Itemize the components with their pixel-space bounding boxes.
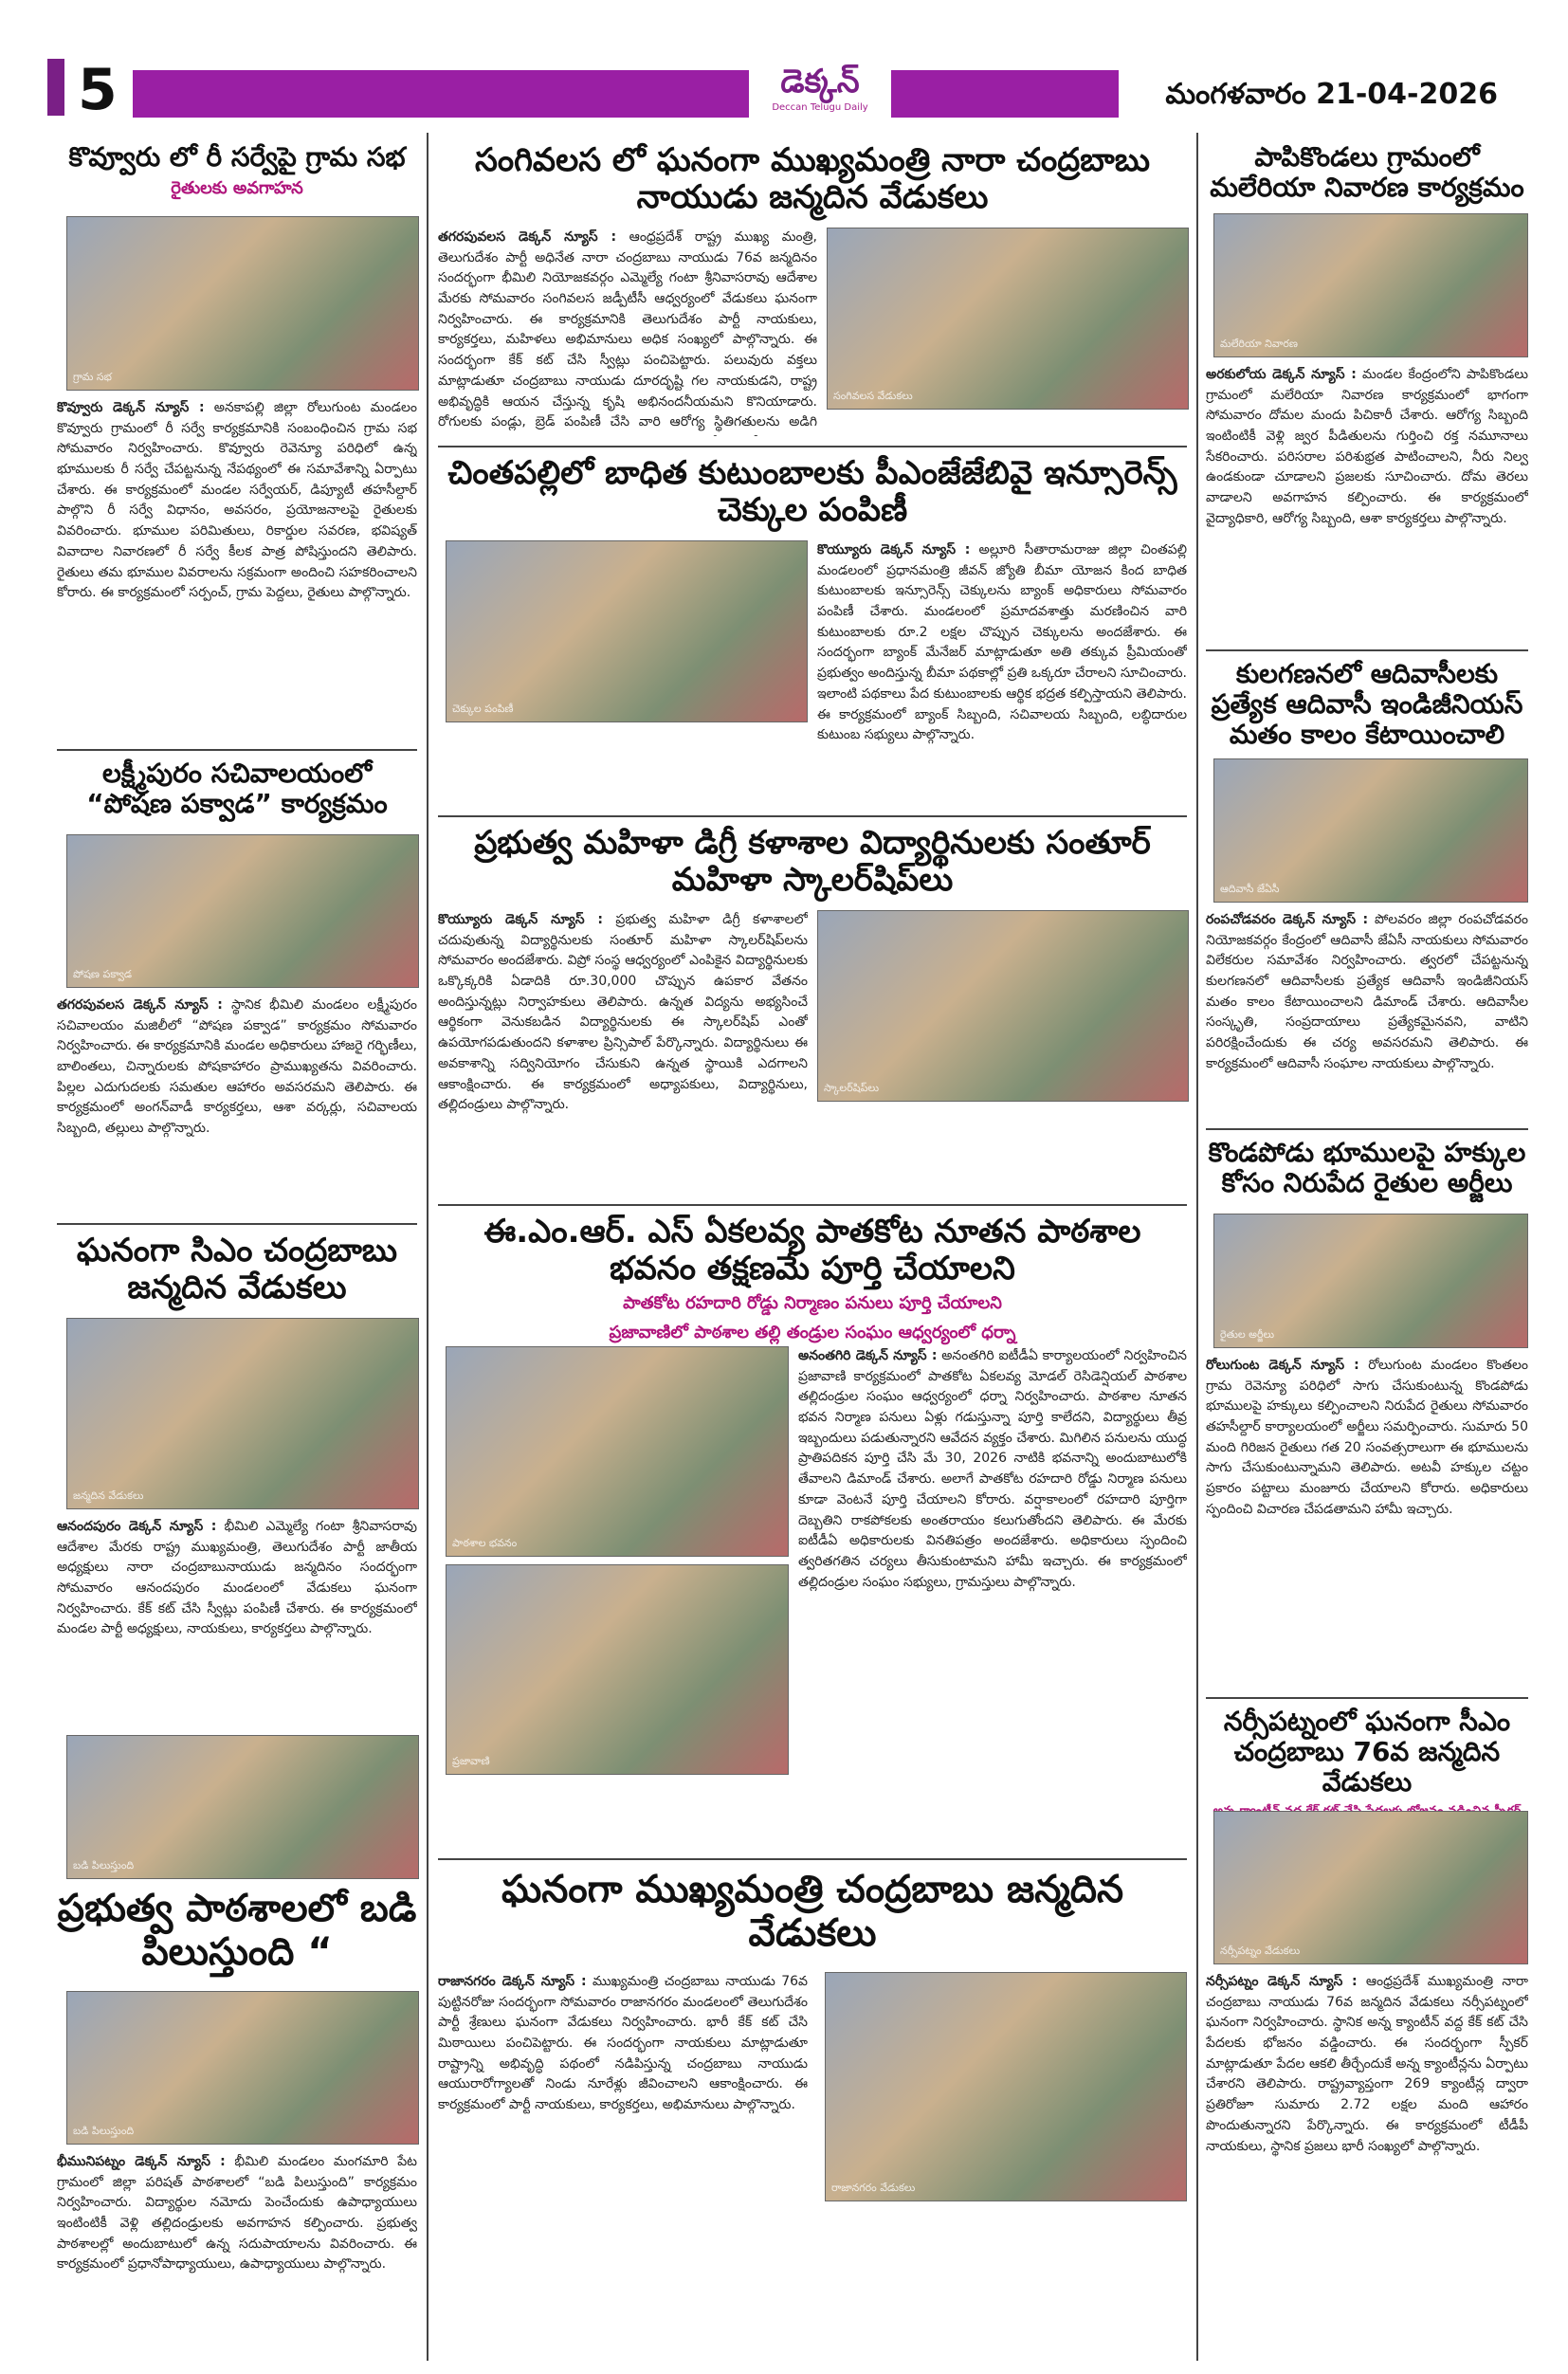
section-divider xyxy=(438,1204,1187,1206)
article-a7-head xyxy=(438,825,1187,899)
article-text: రోలుగుంట మండలం కొంతలం గ్రామ రెవెన్యూ పరిధిలో సాగు చేసుకుంటున్న కొండపోడు భూములపై హక్కులు కల్పించాలని నిరుపేద రైతులు సోమవారం తహసీల్దార్ కార్యాలయంలో అర్జీలు సమర్పించారు. సుమారు 50 మంది గిరిజన రైతులు గత 20 సంవత్సరాలుగా ఈ భూములను సాగు చేసుకుంటున్నామని తెలిపారు. అటవీ హక్కుల చట్టం ప్రకారం పట్టాలు మంజూరు చేయాలని కోరారు. అధికారులు స్పందించి విచారణ చేపడతామని హామీ ఇచ్చారు. xyxy=(1206,1358,1528,1517)
article-dateline: రోలుగుంట డెక్కన్ న్యూస్ : xyxy=(1206,1358,1359,1373)
article-body xyxy=(57,398,417,740)
section-divider xyxy=(57,749,417,751)
section-divider xyxy=(1206,1128,1528,1130)
article-body xyxy=(1206,1356,1528,1688)
masthead-logo xyxy=(749,61,891,127)
article-body xyxy=(1206,365,1528,640)
paper-tagline: Deccan Telugu Daily xyxy=(772,102,868,113)
article-headline: పాపికొండలు గ్రామంలో మలేరియా నివారణ కార్యక్రమం xyxy=(1210,141,1524,204)
article-a4-head xyxy=(57,1887,417,1974)
section-divider xyxy=(438,815,1187,817)
article-body xyxy=(438,910,808,1195)
section-divider xyxy=(438,446,1187,447)
article-a6-head xyxy=(438,455,1187,529)
article-text: మండల కేంద్రంలోని పాపికొండలు గ్రామంలో మలేరియా నివారణ కార్యక్రమంలో భాగంగా సోమవారం దోమల మందు పిచికారీ చేశారు. ఆరోగ్య సిబ్బంది ఇంటింటికీ వెళ్లి జ్వర పీడితులను గుర్తించి రక్త నమూనాలు సేకరించారు. పరిసరాల పరిశుభ్రత పాటించాలని, నీరు నిల్వ ఉండకుండా చూడాలని ప్రజలకు సూచించారు. దోమ తెరలు వాడాలని అవగాహన కల్పించారు. ఈ కార్యక్రమంలో వైద్యాధికారి, ఆరోగ్య సిబ్బంది, ఆశా కార్యకర్తలు పాల్గొన్నారు. xyxy=(1206,367,1528,526)
article-photo: మలేరియా నివారణ xyxy=(1213,213,1528,357)
article-body xyxy=(798,1346,1187,1849)
article-photo: పోషణ పక్వాడ xyxy=(66,834,419,988)
article-photo: సంగివలస వేడుకలు xyxy=(827,228,1189,410)
article-a2-head xyxy=(57,758,417,819)
issue-date: మంగళవారం 21-04-2026 xyxy=(1119,68,1517,121)
article-a3-head xyxy=(57,1233,417,1306)
article-photo: స్కాలర్‌షిప్‌లు xyxy=(817,910,1189,1102)
article-subhead: పాతకోట రహదారి రోడ్డు నిర్మాణం పనులు పూర్తి చేయాలని xyxy=(623,1293,1002,1314)
article-photo: గ్రామ సభ xyxy=(66,216,419,391)
article-a10-head xyxy=(1206,142,1528,203)
article-a1-head xyxy=(57,142,417,208)
article-text: ఆంధ్రప్రదేశ్ ముఖ్యమంత్రి నారా చంద్రబాబు నాయుడు 76వ జన్మదిన వేడుకలు నర్సీపట్నంలో ఘనంగా నిర్వహించారు. స్థానిక అన్న క్యాంటీన్ వద్ద కేక్ కట్ చేసి పేదలకు భోజనం వడ్డించారు. ఈ సందర్భంగా స్పీకర్ మాట్లాడుతూ పేదల ఆకలి తీర్చేందుకే అన్న క్యాంటీన్లను ఏర్పాటు చేశారని తెలిపారు. రాష్ట్రవ్యాప్తంగా 269 క్యాంటీన్ల ద్వారా ప్రతిరోజూ సుమారు 2.72 లక్షల మంది ఆహారం పొందుతున్నారని పేర్కొన్నారు. ఈ కార్యక్రమంలో టీడీపీ నాయకులు, స్థానిక ప్రజలు భారీ సంఖ్యలో పాల్గొన్నారు. xyxy=(1206,1974,1528,2154)
article-photo: పాఠశాల భవనం xyxy=(446,1346,789,1557)
article-headline: కొవ్వూరు లో రీ సర్వేపై గ్రామ సభ xyxy=(68,141,406,173)
article-dateline: అరకులోయ డెక్కన్ న్యూస్ : xyxy=(1206,367,1357,382)
article-photo: నర్సీపట్నం వేడుకలు xyxy=(1213,1811,1528,1964)
article-a8-head xyxy=(438,1214,1187,1352)
article-text: అనంతగిరి ఐటీడీఏ కార్యాలయంలో నిర్వహించిన ప్రజావాణి కార్యక్రమంలో పాతకోట ఏకలవ్య మోడల్ రెసిడెన్షియల్ పాఠశాల తల్లిదండ్రుల సంఘం ఆధ్వర్యంలో ధర్నా నిర్వహించారు. పాఠశాల నూతన భవన నిర్మాణ పనులు ఏళ్లు గడుస్తున్నా పూర్తి కాలేదని, విద్యార్థులు తీవ్ర ఇబ్బందులు పడుతున్నారని ఆవేదన వ్యక్తం చేశారు. మిగిలిన పనులను యుద్ధ ప్రాతిపదికన పూర్తి చేసి మే 30, 2026 నాటికి భవనాన్ని అందుబాటులోకి తేవాలని డిమాండ్ చేశారు. అలాగే పాతకోట రహదారి రోడ్డు నిర్మాణ పనులు కూడా వెంటనే పూర్తి చేయాలని కోరారు. వర్షాకాలంలో రహదారి పూర్తిగా దెబ్బతిని రాకపోకలకు అంతరాయం కలుగుతోందని తెలిపారు. ఈ మేరకు ఐటీడీఏ అధికారులకు వినతిపత్రం అందజేశారు. అధికారులు స్పందించి త్వరితగతిన చర్యలు తీసుకుంటామని హామీ ఇచ్చారు. ఈ కార్యక్రమంలో తల్లిదండ్రుల సంఘం సభ్యులు, గ్రామస్తులు పాల్గొన్నారు. xyxy=(798,1348,1187,1590)
section-divider xyxy=(57,1223,417,1225)
article-subhead: రైతులకు అవగాహన xyxy=(171,178,303,199)
article-a11-head xyxy=(1206,659,1528,751)
article-text: అల్లూరి సీతారామరాజు జిల్లా చింతపల్లి మండలంలో ప్రధానమంత్రి జీవన్ జ్యోతి బీమా యోజన కింద బాధిత కుటుంబాలకు ఇన్సూరెన్స్ చెక్కులను బ్యాంక్ అధికారులు సోమవారం పంపిణీ చేశారు. మండలంలో ప్రమాదవశాత్తు మరణించిన వారి కుటుంబాలకు రూ.2 లక్షల చొప్పున చెక్కులను అందజేశారు. ఈ సందర్భంగా బ్యాంక్ మేనేజర్ మాట్లాడుతూ అతి తక్కువ ప్రీమియంతో ప్రభుత్వం అందిస్తున్న బీమా పథకాల్లో ప్రతి ఒక్కరూ చేరాలని సూచించారు. ఇలాంటి పథకాలు పేద కుటుంబాలకు ఆర్థిక భద్రత కల్పిస్తాయని తెలిపారు. ఈ కార్యక్రమంలో బ్యాంక్ సిబ్బంది, సచివాలయ సిబ్బంది, లబ్ధిదారుల కుటుంబ సభ్యులు పాల్గొన్నారు. xyxy=(817,542,1187,743)
article-subhead: ప్రజావాణిలో పాఠశాల తల్లి తండ్రుల సంఘం ఆధ్వర్యంలో ధర్నా xyxy=(609,1323,1016,1343)
column-rule xyxy=(427,133,428,2361)
article-body xyxy=(438,1972,808,2351)
article-text: భీమిలి ఎమ్మెల్యే గంటా శ్రీనివాసరావు ఆదేశాల మేరకు రాష్ట్ర ముఖ్యమంత్రి, తెలుగుదేశం పార్టీ జాతీయ అధ్యక్షులు నారా చంద్రబాబునాయుడు జన్మదినం సందర్భంగా సోమవారం ఆనందపురం మండలంలో వేడుకలు ఘనంగా నిర్వహించారు. కేక్ కట్ చేసి స్వీట్లు పంపిణీ చేశారు. ఈ కార్యక్రమంలో మండల పార్టీ అధ్యక్షులు, నాయకులు, కార్యకర్తలు పాల్గొన్నారు. xyxy=(57,1519,417,1637)
page-number: 5 xyxy=(78,57,118,123)
article-headline: ఈ.ఎం.ఆర్. ఎస్ ఏకలవ్య పాతకోట నూతన పాఠశాల భవనం తక్షణమే పూర్తి చేయాలని xyxy=(483,1213,1141,1288)
article-body xyxy=(57,995,417,1214)
article-dateline: రంపచోడవరం డెక్కన్ న్యూస్ : xyxy=(1206,912,1369,927)
article-photo: ఆదివాసీ జేఏసీ xyxy=(1213,758,1528,903)
page-number-bar xyxy=(47,59,64,116)
article-headline: ప్రభుత్వ మహిళా డిగ్రీ కళాశాల విద్యార్థినులకు సంతూర్ మహిళా స్కాలర్‌షిప్‌లు xyxy=(474,824,1151,900)
article-headline: చింతపల్లిలో బాధిత కుటుంబాలకు పీఎంజేజేబివై ఇన్సూరెన్స్ చెక్కుల పంపిణీ xyxy=(447,454,1177,530)
article-dateline: అనంతగిరి డెక్కన్ న్యూస్ : xyxy=(798,1348,938,1363)
article-photo: రాజానగరం వేడుకలు xyxy=(825,1972,1187,2201)
article-dateline: కొయ్యూరు డెక్కన్ న్యూస్ : xyxy=(438,912,603,927)
article-a5-head xyxy=(438,142,1187,216)
article-photo: జన్మదిన వేడుకలు xyxy=(66,1318,419,1509)
article-headline: నర్సీపట్నంలో ఘనంగా సీఎం చంద్రబాబు 76వ జన్మదిన వేడుకలు xyxy=(1223,1706,1511,1799)
article-headline: లక్ష్మీపురం సచివాలయంలో “పోషణ పక్వాడ” కార్యక్రమం xyxy=(86,758,388,820)
article-text: అనకాపల్లి జిల్లా రోలుగుంట మండలం కొవ్వూరు గ్రామంలో రీ సర్వే కార్యక్రమానికి సంబంధించిన గ్రామ సభ సోమవారం నిర్వహించారు. కొవ్వూరు రెవెన్యూ పరిధిలో ఉన్న భూములకు రీ సర్వే చేపట్టనున్న నేపథ్యంలో ఈ సమావేశాన్ని ఏర్పాటు చేశారు. ఈ కార్యక్రమంలో మండల సర్వేయర్, డిప్యూటీ తహసీల్దార్ పాల్గొని రీ సర్వే విధానం, అవసరం, ప్రయోజనాలపై రైతులకు వివరించారు. భూముల పరిమితులు, రికార్డుల సవరణ, భవిష్యత్ వివాదాల నివారణలో రీ సర్వే కీలక పాత్ర పోషిస్తుందని తెలిపారు. రైతులు తమ భూముల వివరాలను సక్రమంగా అందించి సహకరించాలని కోరారు. ఈ కార్యక్రమంలో సర్పంచ్, గ్రామ పెద్దలు, రైతులు పాల్గొన్నారు. xyxy=(57,400,417,601)
section-divider xyxy=(1206,649,1528,651)
article-dateline: కొయ్యూరు డెక్కన్ న్యూస్ : xyxy=(817,542,971,557)
article-a9-head xyxy=(438,1868,1187,1955)
article-dateline: ఆనందపురం డెక్కన్ న్యూస్ : xyxy=(57,1519,217,1534)
article-dateline: తగరపువలస డెక్కన్ న్యూస్ : xyxy=(57,997,223,1013)
article-text: భీమిలి మండలం మంగమారి పేట గ్రామంలో జిల్లా పరిషత్ పాఠశాలలో “బడి పిలుస్తుంది” కార్యక్రమం నిర్వహించారు. విద్యార్థుల నమోదు పెంచేందుకు ఉపాధ్యాయులు ఇంటింటికీ వెళ్లి తల్లిదండ్రులకు అవగాహన కల్పించారు. ప్రభుత్వ పాఠశాలల్లో అందుబాటులో ఉన్న సదుపాయాలను వివరించారు. ఈ కార్యక్రమంలో ప్రధానోపాధ్యాయులు, ఉపాధ్యాయులు పాల్గొన్నారు. xyxy=(57,2154,417,2273)
article-photo: ప్రజావాణి xyxy=(446,1564,789,1775)
article-headline: కొండపోడు భూములపై హక్కుల కోసం నిరుపేద రైతుల అర్జీలు xyxy=(1208,1137,1526,1199)
article-body xyxy=(817,540,1187,806)
article-a12-head xyxy=(1206,1138,1528,1198)
article-photo: రైతుల అర్జీలు xyxy=(1213,1214,1528,1348)
section-divider xyxy=(438,1858,1187,1860)
article-headline: సంగివలస లో ఘనంగా ముఖ్యమంత్రి నారా చంద్రబాబు నాయుడు జన్మదిన వేడుకలు xyxy=(474,141,1151,217)
article-text: స్థానిక భీమిలి మండలం లక్ష్మీపురం సచివాలయం మజిలీలో “పోషణ పక్వాడ” కార్యక్రమం సోమవారం నిర్వహించారు. ఈ కార్యక్రమానికి మండల అధికారులు హాజరై గర్భిణీలు, బాలింతలు, చిన్నారులకు పోషకాహారం ప్రాముఖ్యతను వివరించారు. పిల్లల ఎదుగుదలకు సమతుల ఆహారం అవసరమని తెలిపారు. ఈ కార్యక్రమంలో అంగన్‌వాడీ కార్యకర్తలు, ఆశా వర్కర్లు, సచివాలయ సిబ్బంది, తల్లులు పాల్గొన్నారు. xyxy=(57,997,417,1137)
article-text: ముఖ్యమంత్రి చంద్రబాబు నాయుడు 76వ పుట్టినరోజు సందర్భంగా సోమవారం రాజానగరం మండలంలో తెలుగుదేశం పార్టీ శ్రేణులు ఘనంగా వేడుకలు నిర్వహించారు. భారీ కేక్ కట్ చేసి మిఠాయిలు పంచిపెట్టారు. ఈ సందర్భంగా నాయకులు మాట్లాడుతూ రాష్ట్రాన్ని అభివృద్ధి పథంలో నడిపిస్తున్న చంద్రబాబు నాయుడు ఆయురారోగ్యాలతో నిండు నూరేళ్లు జీవించాలని ఆకాంక్షించారు. ఈ కార్యక్రమంలో పార్టీ నాయకులు, కార్యకర్తలు, అభిమానులు పాల్గొన్నారు. xyxy=(438,1974,808,2113)
article-dateline: కొవ్వూరు డెక్కన్ న్యూస్ : xyxy=(57,400,205,415)
article-body xyxy=(57,1517,417,1726)
article-photo: బడి పిలుస్తుంది xyxy=(66,1991,419,2145)
article-headline: ఘనంగా ముఖ్యమంత్రి చంద్రబాబు జన్మదిన వేడుకలు xyxy=(501,1868,1124,1955)
article-body xyxy=(1206,910,1528,1119)
article-headline: కులగణనలో ఆదివాసీలకు ప్రత్యేక ఆదివాసీ ఇండిజీనియస్ మతం కాలం కేటాయించాలి xyxy=(1211,658,1523,751)
article-headline: ఘనంగా సిఎం చంద్రబాబు జన్మదిన వేడుకలు xyxy=(76,1232,398,1307)
article-body xyxy=(1206,1972,1528,2351)
article-headline: ప్రభుత్వ పాఠశాలలో బడి పిలుస్తుంది “ xyxy=(57,1887,417,1974)
article-text: ప్రభుత్వ మహిళా డిగ్రీ కళాశాలలో చదువుతున్న విద్యార్థినులకు సంతూర్ మహిళా స్కాలర్‌షిప్‌లను సోమవారం అందజేశారు. విప్రో సంస్థ ఆధ్వర్యంలో ఎంపికైన విద్యార్థినులకు ఒక్కొక్కరికి ఏడాదికి రూ.30,000 చొప్పున ఉపకార వేతనం అందిస్తున్నట్లు నిర్వాహకులు తెలిపారు. ఉన్నత విద్యను అభ్యసించే ఆర్థికంగా వెనుకబడిన విద్యార్థినులకు ఈ స్కాలర్‌షిప్ ఎంతో ఉపయోగపడుతుందని కళాశాల ప్రిన్సిపాల్ పేర్కొన్నారు. విద్యార్థినులు ఈ అవకాశాన్ని సద్వినియోగం చేసుకుని ఉన్నత స్థాయికి ఎదగాలని ఆకాంక్షించారు. ఈ కార్యక్రమంలో అధ్యాపకులు, విద్యార్థినులు, తల్లిదండ్రులు పాల్గొన్నారు. xyxy=(438,912,808,1113)
article-body xyxy=(438,228,817,436)
section-divider xyxy=(1206,1697,1528,1699)
article-dateline: నర్సీపట్నం డెక్కన్ న్యూస్ : xyxy=(1206,1974,1358,1989)
article-photo: చెక్కుల పంపిణీ xyxy=(446,540,808,722)
column-rule xyxy=(1196,133,1198,2361)
article-dateline: భీమునిపట్నం డెక్కన్ న్యూస్ : xyxy=(57,2154,226,2169)
article-text: పోలవరం జిల్లా రంపచోడవరం నియోజకవర్గం కేంద్రంలో ఆదివాసీ జేఏసీ నాయకులు సోమవారం విలేకరుల సమావేశం నిర్వహించారు. త్వరలో చేపట్టనున్న కులగణనలో ఆదివాసీలకు ప్రత్యేక ఆదివాసీ ఇండిజీనియస్ మతం కాలం కేటాయించాలని డిమాండ్ చేశారు. ఆదివాసీల సంస్కృతి, సంప్రదాయాలు ప్రత్యేకమైనవని, వాటిని పరిరక్షించేందుకు ఈ చర్య అవసరమని తెలిపారు. ఈ కార్యక్రమంలో ఆదివాసీ సంఘాల నాయకులు పాల్గొన్నారు. xyxy=(1206,912,1528,1071)
article-body xyxy=(57,2152,417,2351)
article-dateline: తగరపువలస డెక్కన్ న్యూస్ : xyxy=(438,229,617,245)
article-photo: బడి పిలుస్తుంది xyxy=(66,1735,419,1879)
article-dateline: రాజానగరం డెక్కన్ న్యూస్ : xyxy=(438,1974,587,1989)
article-text: ఆంధ్రప్రదేశ్ రాష్ట్ర ముఖ్య మంత్రి, తెలుగుదేశం పార్టీ అధినేత నారా చంద్రబాబు నాయుడు 76వ జన్మదినం సందర్భంగా భీమిలి నియోజకవర్గం ఎమ్మెల్యే గంటా శ్రీనివాసరావు ఆదేశాల మేరకు సోమవారం సంగివలస జడ్పీటీసీ ఆధ్వర్యంలో వేడుకలు ఘనంగా నిర్వహించారు. ఈ కార్యక్రమానికి తెలుగుదేశం పార్టీ నాయకులు, కార్యకర్తలు, మహిళలు అభిమానులు అధిక సంఖ్యలో పాల్గొన్నారు. ఈ సందర్భంగా కేక్ కట్ చేసి స్వీట్లు పంచిపెట్టారు. పలువురు వక్తలు మాట్లాడుతూ చంద్రబాబు నాయుడు దూరదృష్టి గల నాయకుడని, రాష్ట్ర అభివృద్ధికి ఆయన చేస్తున్న కృషి అభినందనీయమని కొనియాడారు. రోగులకు పండ్లు, బ్రెడ్ పంపిణీ చేసి వారి ఆరోగ్య స్థితిగతులను అడిగి xyxy=(438,229,817,430)
paper-name: డెక్కన్ xyxy=(780,63,860,100)
